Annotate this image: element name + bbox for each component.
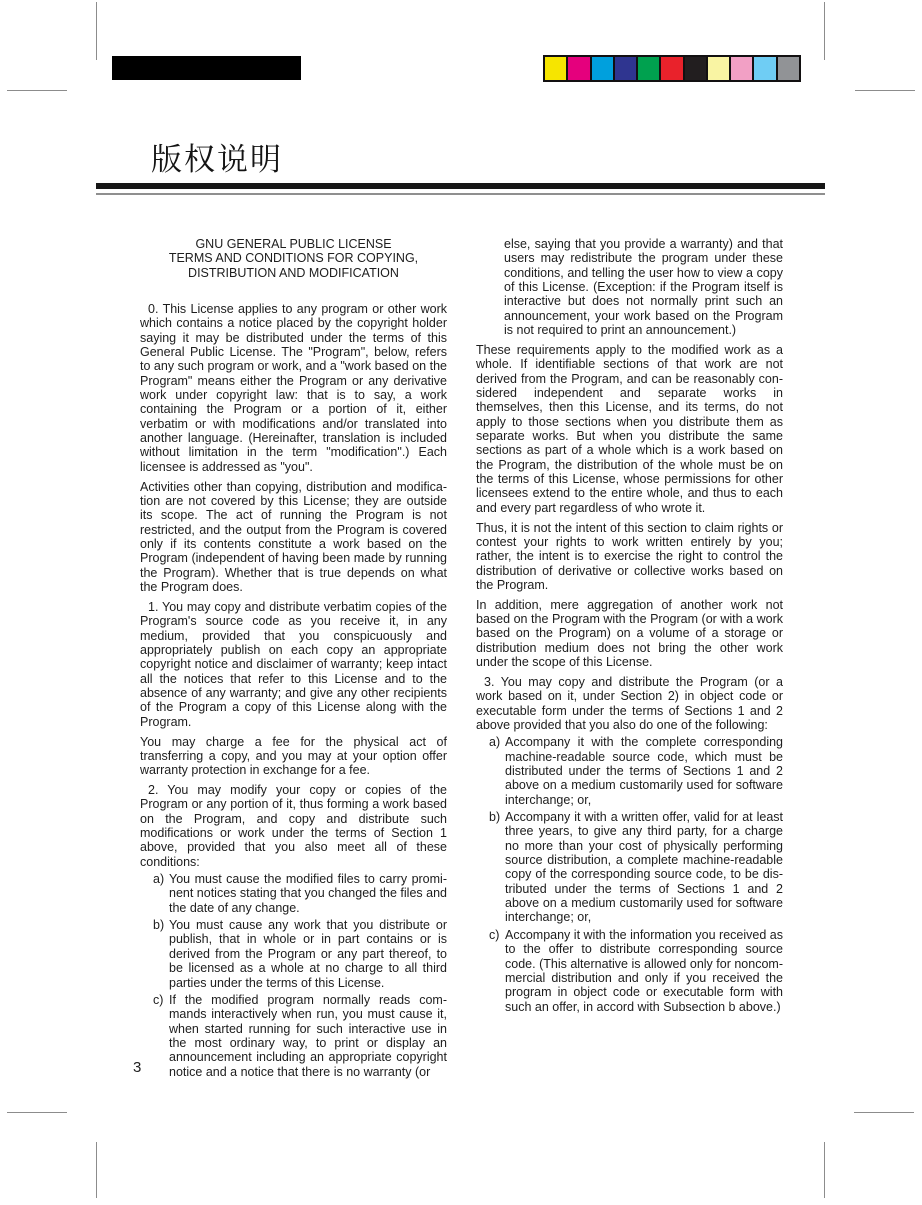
list-item-text: Accompany it with a written offer, valid for at least three years, to give any third party, for a charge no more than your cost of physically performing source distribution, a complete machine-readable copy of the corresponding source code, to be distributed under the terms of Sections 1 and 2 above on a medium customarily used for software interchange; or, xyxy=(505,810,783,925)
list-marker: b) xyxy=(489,810,501,825)
license-paragraph: 1. You may copy and distribute verbatim copies of the Program's source code as you receive it, in any medium, provided that you conspicuously and appropriately publish on each copy an appropriate copyright notice and disclaimer of warranty; keep intact all the notices that refer to this License and to the absence of any warranty; and give any other recipients of the Program a copy of this License along with the Program. xyxy=(140,599,447,729)
license-paragraph: 3. You may copy and distribute the Program (or a work based on it, under Section 2) in object code or executable form under the terms of Sections 1 and 2 above provided that you also do one of the following: xyxy=(476,674,783,732)
crop-mark-top-right-horizontal xyxy=(855,90,915,91)
crop-mark-bottom-left-vertical xyxy=(96,1142,97,1198)
license-paragraph: 0. This License applies to any program or other work which contains a notice placed by the copyright holder saying it may be distributed under the terms of this General Public License. The "Program", below, refers to any such program or work, and a "work based on the Program" means either the Program or any derivative work under copyright law: that is to say, a work containing the Program or a portion of it, either verbatim or with modifications and/or translated into another language. (Hereinafter, translation is included without limitation in the term "modification".) Each licensee is addressed as "you". xyxy=(140,302,447,474)
list-item-text: You must cause the modified files to carry prominent notices stating that you changed the files and the date of any change. xyxy=(169,872,447,915)
list-marker: b) xyxy=(153,918,165,933)
license-paragraph: Activities other than copying, distribution and modification are not covered by this License; they are outside its scope. The act of running the Program is not restricted, and the output from the Program is covered only if its contents constitute a work based on the Program (independent of having been made by running the Program). Whether that is true depends on what the Program does. xyxy=(140,479,447,595)
list-marker: a) xyxy=(153,872,165,887)
license-heading-line: GNU GENERAL PUBLIC LICENSE xyxy=(195,237,392,251)
crop-mark-top-right-vertical xyxy=(824,2,825,60)
crop-mark-bottom-right-horizontal xyxy=(854,1112,914,1113)
registration-black-bar xyxy=(112,56,301,80)
color-calibration-bar xyxy=(543,55,801,82)
list-item xyxy=(476,810,783,925)
list-item xyxy=(140,993,447,1079)
license-paragraph: Thus, it is not the intent of this section to claim rights or contest your rights to work written entirely by you; rather, the intent is to exercise the right to control the distribution of derivative or collective works based on the Program. xyxy=(476,520,783,592)
license-paragraph: 2. You may modify your copy or copies of the Program or any portion of it, thus forming a work based on the Program, and copy and distribute such modifications or work under the terms of Section 1 above, provided that you also meet all of these conditions: xyxy=(140,783,447,869)
list-item xyxy=(140,918,447,990)
color-swatch xyxy=(754,57,775,80)
left-column xyxy=(140,237,447,1079)
list-item xyxy=(140,872,447,915)
crop-mark-top-left-vertical xyxy=(96,2,97,60)
list-marker: c) xyxy=(153,992,164,1007)
title-rule-thin-line xyxy=(96,193,825,195)
crop-mark-bottom-right-vertical xyxy=(824,1142,825,1198)
license-paragraph: You may charge a fee for the physical act of transferring a copy, and you may at your option offer warranty protection in exchange for a fee. xyxy=(140,734,447,778)
list-marker: c) xyxy=(489,927,500,942)
license-paragraph: These requirements apply to the modified work as a whole. If identifiable sections of that work are not derived from the Program, and can be reasonably considered independent and separate works in themselves, then this License, and its terms, do not apply to those sections when you distribute them as separate works. But when you distribute the same sections as part of a whole which is a work based on the Program, the distribution of the whole must be on the terms of this License, whose permissions for other licensees extend to the entire whole, and thus to each and every part regardless of who wrote it. xyxy=(476,342,783,515)
title-rule xyxy=(96,183,825,195)
color-swatch xyxy=(638,57,659,80)
crop-mark-top-left-horizontal xyxy=(7,90,67,91)
list-item xyxy=(476,735,783,807)
color-swatch xyxy=(731,57,752,80)
color-swatch xyxy=(778,57,799,80)
color-swatch xyxy=(708,57,729,80)
license-heading-line: DISTRIBUTION AND MODIFICATION xyxy=(188,265,399,280)
license-heading-line: TERMS AND CONDITIONS FOR COPYING, xyxy=(168,251,419,266)
license-heading xyxy=(140,237,447,280)
license-text xyxy=(140,237,783,1079)
list-item-continuation: else, saying that you provide a warranty) and that users may redistribute the program under these conditions, and telling the user how to view a copy of this License. (Exception: if the Program itself is interactive but does not normally print such an announcement, your work based on the Program is not required to print an announcement.) xyxy=(504,237,783,338)
list-item-text: Accompany it with the information you received as to the offer to distribute corresponding source code. (This alternative is allowed only for noncommercial distribution and only if you received the program in object code or executable form with such an offer, in accord with Subsection b above.) xyxy=(505,927,783,1014)
list-marker: a) xyxy=(489,735,501,750)
page-number: 3 xyxy=(133,1059,142,1076)
color-swatch xyxy=(592,57,613,80)
page-title: 版权说明 xyxy=(151,142,283,177)
color-swatch xyxy=(545,57,566,80)
crop-mark-bottom-left-horizontal xyxy=(7,1112,67,1113)
list-item-text: If the modified program normally reads commands interactively when run, you must cause it, when started running for such interactive use in the most ordinary way, to print or display an announcement including an appropriate copyright notice and a notice that there is no warranty (or xyxy=(169,992,447,1079)
list-item-text: Accompany it with the complete corresponding machine-readable source code, which must be distributed under the terms of Sections 1 and 2 above on a medium customarily used for software interchange; or, xyxy=(505,735,783,807)
color-swatch xyxy=(568,57,589,80)
color-swatch xyxy=(661,57,682,80)
list-item xyxy=(476,928,783,1014)
license-paragraph: In addition, mere aggregation of another work not based on the Program with the Program (or with a work based on the Program) on a volume of a storage or distribution medium does not bring the other work under the scope of this License. xyxy=(476,597,783,670)
title-rule-thick-line xyxy=(96,183,825,189)
list-item-text: You must cause any work that you distribute or publish, that in whole or in part contains or is derived from the Program or any part thereof, to be licensed as a whole at no charge to all third parties under the terms of this License. xyxy=(169,918,447,990)
right-column xyxy=(476,237,783,1079)
color-swatch xyxy=(685,57,706,80)
color-swatch xyxy=(615,57,636,80)
